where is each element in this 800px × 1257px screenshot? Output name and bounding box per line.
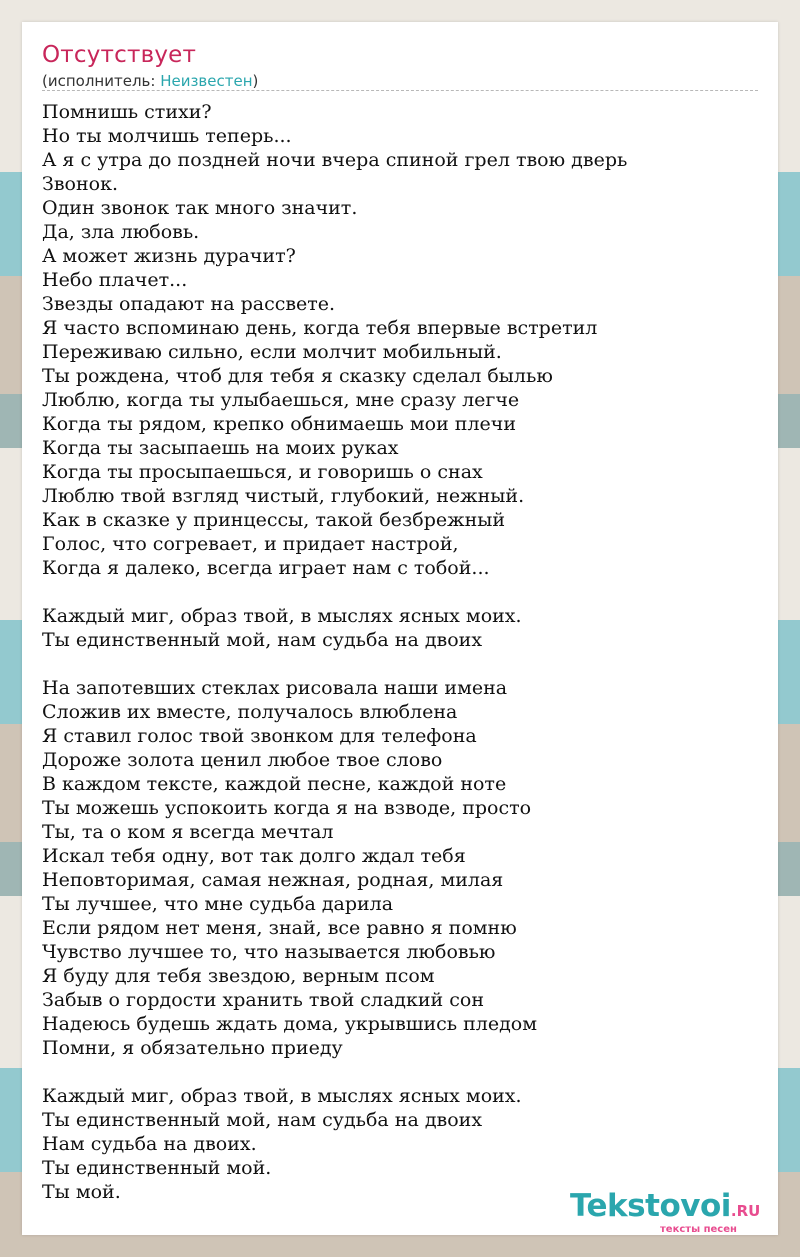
lyric-line: Да, зла любовь. <box>42 221 200 243</box>
lyric-line: Переживаю сильно, если молчит мобильный. <box>42 341 502 363</box>
lyric-line: Когда ты просыпаешься, и говоришь о снах <box>42 461 483 483</box>
lyric-line: Ты, та о ком я всегда мечтал <box>42 821 334 843</box>
performer-suffix: ) <box>252 72 259 90</box>
lyric-line: Помнишь стихи? <box>42 101 212 123</box>
site-logo[interactable] <box>570 1188 760 1224</box>
lyric-line: Неповторимая, самая нежная, родная, милая <box>42 869 504 891</box>
lyric-line: А я с утра до поздней ночи вчера спиной грел твою дверь <box>42 149 628 171</box>
lyric-line: Я буду для тебя звездою, верным псом <box>42 965 435 987</box>
lyric-line: Люблю твой взгляд чистый, глубокий, нежный. <box>42 485 525 507</box>
lyric-line: Ты можешь успокоить когда я на взводе, просто <box>42 797 532 819</box>
lyric-line: Сложив их вместе, получалось влюблена <box>42 701 458 723</box>
lyric-line: На запотевших стеклах рисовала наши имена <box>42 677 508 699</box>
lyric-line: Когда ты рядом, крепко обнимаешь мои плечи <box>42 413 517 435</box>
stanza-break <box>42 580 758 604</box>
divider <box>42 90 758 91</box>
lyric-line: Ты лучшее, что мне судьба дарила <box>42 893 394 915</box>
lyric-line: Как в сказке у принцессы, такой безбрежный <box>42 509 506 531</box>
lyric-line: Я ставил голос твой звонком для телефона <box>42 725 477 747</box>
lyric-line: Когда я далеко, всегда играет нам с тобой... <box>42 557 490 579</box>
logo-tld: .RU <box>730 1202 761 1220</box>
lyric-line: Ты рождена, чтоб для тебя я сказку сделал былью <box>42 365 553 387</box>
lyric-line: Ты мой. <box>42 1181 121 1203</box>
lyric-line: Один звонок так много значит. <box>42 197 358 219</box>
lyric-line: Дороже золота ценил любое твое слово <box>42 749 443 771</box>
lyric-line: Если рядом нет меня, знай, все равно я помню <box>42 917 517 939</box>
lyric-line: Люблю, когда ты улыбаешься, мне сразу легче <box>42 389 520 411</box>
lyric-line: Ты единственный мой, нам судьба на двоих <box>42 1109 483 1131</box>
song-title: Отсутствует <box>42 42 197 68</box>
performer-prefix: (исполнитель: <box>42 72 161 90</box>
lyric-line: Нам судьба на двоих. <box>42 1133 257 1155</box>
lyric-line: Чувство лучшее то, что называется любовью <box>42 941 496 963</box>
lyric-line: В каждом тексте, каждой песне, каждой ноте <box>42 773 507 795</box>
lyric-line: Каждый миг, образ твой, в мыслях ясных моих. <box>42 1085 522 1107</box>
lyric-line: Голос, что согревает, и придает настрой, <box>42 533 459 555</box>
lyrics-card <box>22 22 778 1235</box>
lyric-line: Забыв о гордости хранить твой сладкий сон <box>42 989 484 1011</box>
stanza-break <box>42 1060 758 1084</box>
lyric-line: Но ты молчишь теперь... <box>42 125 292 147</box>
lyric-line: Каждый миг, образ твой, в мыслях ясных моих. <box>42 605 522 627</box>
lyric-line: Ты единственный мой. <box>42 1157 272 1179</box>
performer-line <box>42 72 258 90</box>
lyric-line: Небо плачет... <box>42 269 188 291</box>
stanza-break <box>42 652 758 676</box>
lyric-line: Помни, я обязательно приеду <box>42 1037 343 1059</box>
lyric-line: Надеюсь будешь ждать дома, укрывшись пледом <box>42 1013 538 1035</box>
lyrics-text <box>42 100 758 1204</box>
lyric-line: Ты единственный мой, нам судьба на двоих <box>42 629 483 651</box>
lyric-line: А может жизнь дурачит? <box>42 245 296 267</box>
lyric-line: Я часто вспоминаю день, когда тебя впервые встретил <box>42 317 598 339</box>
artist-link[interactable]: Неизвестен <box>160 72 253 90</box>
lyric-line: Искал тебя одну, вот так долго ждал тебя <box>42 845 466 867</box>
lyric-line: Звезды опадают на рассвете. <box>42 293 336 315</box>
lyric-line: Звонок. <box>42 173 118 195</box>
lyric-line: Когда ты засыпаешь на моих руках <box>42 437 399 459</box>
logo-name: Tekstovoi <box>570 1188 731 1224</box>
logo-tagline: тексты песен <box>660 1224 737 1235</box>
